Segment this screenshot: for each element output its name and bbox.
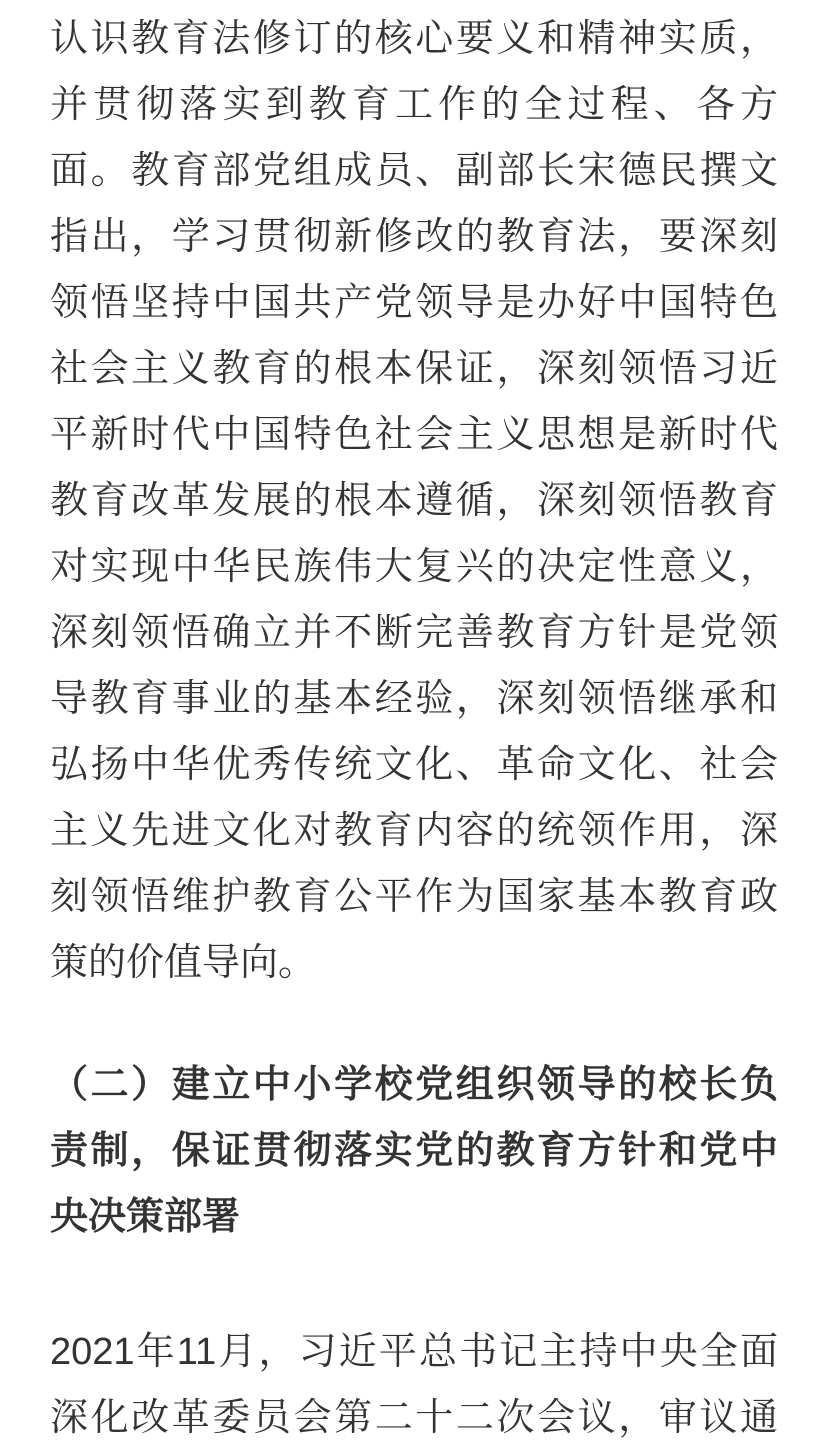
text-line: 认识教育法修订的核心要义和精神实质， <box>50 18 778 60</box>
text-line: 弘扬中华优秀传统文化、革命文化、社会 <box>50 744 778 786</box>
text-line: 深化改革委员会第二十二次会议，审议通 <box>50 1397 778 1439</box>
text-line: 教育改革发展的根本遵循，深刻领悟教育 <box>50 480 778 522</box>
text-line: 领悟坚持中国共产党领导是办好中国特色 <box>50 282 778 324</box>
text-line: 导教育事业的基本经验，深刻领悟继承和 <box>50 678 778 720</box>
paragraph <box>50 6 778 996</box>
text-line: 策的价值导向。 <box>50 942 317 984</box>
text-line: 平新时代中国特色社会主义思想是新时代 <box>50 414 778 456</box>
text-line: 深刻领悟确立并不断完善教育方针是党领 <box>50 612 778 654</box>
text-line: 2021年11月，习近平总书记主持中央全面 <box>50 1331 778 1373</box>
text-line: 央决策部署 <box>50 1196 241 1238</box>
text-line: 主义先进文化对教育内容的统领作用，深 <box>50 810 778 852</box>
text-line: 指出，学习贯彻新修改的教育法，要深刻 <box>50 216 778 258</box>
text-line: （二）建立中小学校党组织领导的校长负 <box>50 1064 778 1106</box>
text-line: 并贯彻落实到教育工作的全过程、各方 <box>50 84 778 126</box>
text-line: 对实现中华民族伟大复兴的决定性意义， <box>50 546 778 588</box>
text-line: 责制，保证贯彻落实党的教育方针和党中 <box>50 1130 778 1172</box>
section-heading <box>50 1052 778 1250</box>
text-line: 刻领悟维护教育公平作为国家基本教育政 <box>50 876 778 918</box>
paragraph <box>50 1319 778 1451</box>
text-line: 社会主义教育的根本保证，深刻领悟习近 <box>50 348 778 390</box>
text-line: 面。教育部党组成员、副部长宋德民撰文 <box>50 150 778 192</box>
